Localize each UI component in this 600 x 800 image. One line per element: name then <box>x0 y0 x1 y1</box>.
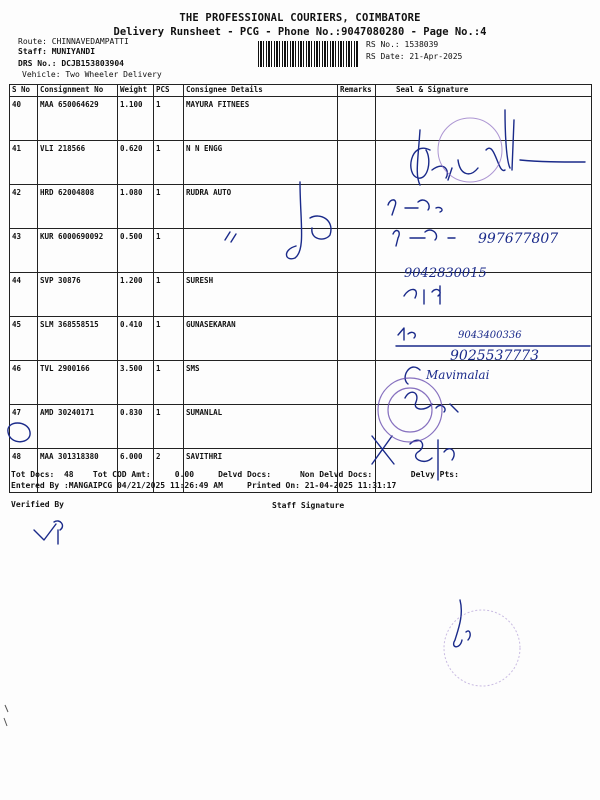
signature-row41 <box>411 110 585 185</box>
staff-label: Staff: MUNIYANDI <box>18 47 96 56</box>
vehicle-label: Vehicle: Two Wheeler Delivery <box>22 70 162 79</box>
weight-cell: 0.410 <box>118 317 154 361</box>
signature-row44 <box>404 286 440 304</box>
handwritten-phone-row44: 9042830015 <box>404 266 487 281</box>
consignment-cell: AMD 30240171 <box>38 405 118 449</box>
rs-date: RS Date: 21-Apr-2025 <box>366 52 463 61</box>
consignment-cell: SLM 368558515 <box>38 317 118 361</box>
weight-cell: 1.200 <box>118 273 154 317</box>
pcs-cell: 1 <box>154 229 184 273</box>
consignment-cell: MAA 301318380 <box>38 449 118 493</box>
totals-line: Tot Docs: 48 Tot COD Amt: 0.00 Delvd Docs: Non Delvd Docs: Delvy Pts: <box>11 470 459 479</box>
staff-signature-label: Staff Signature <box>272 501 345 510</box>
handwritten-phone-row43: 997677807 <box>478 231 559 247</box>
consignee-cell: SUMANLAL <box>184 405 338 449</box>
sno-cell: 48 <box>10 449 38 493</box>
verified-by-label: Verified By <box>11 500 64 509</box>
drs-label: DRS No.: DCJB153803904 <box>18 59 124 68</box>
consignment-cell: SVP 30876 <box>38 273 118 317</box>
col-pcs: PCS <box>154 85 184 97</box>
weight-cell: 0.500 <box>118 229 154 273</box>
signature-row43-prefix <box>393 230 455 246</box>
verified-by-mark <box>34 521 62 544</box>
runsheet-subtitle: Delivery Runsheet - PCG - Phone No.:9047080280 - Page No.:4 <box>113 26 487 38</box>
pcs-cell: 2 <box>154 449 184 493</box>
route-label: Route: CHINNAVEDAMPATTI <box>18 37 129 46</box>
pcs-cell: 1 <box>154 361 184 405</box>
consignee-cell: SMS <box>184 361 338 405</box>
consignee-cell: SAVITHRI <box>184 449 338 493</box>
consignee-cell: RUDRA AUTO <box>184 185 338 229</box>
handwritten-phone-row46a: 9043400336 <box>458 330 522 341</box>
weight-cell: 3.500 <box>118 361 154 405</box>
rs-number: RS No.: 1538039 <box>366 40 439 49</box>
ink-slashes-row43 <box>225 232 236 242</box>
col-consignment: Consignment No <box>38 85 118 97</box>
signature-row42 <box>388 200 442 215</box>
sno-cell: 41 <box>10 141 38 185</box>
entered-line: Entered By :MANGAIPCG 04/21/2025 11:26:49 AM Printed On: 21-04-2025 11:31:17 <box>11 481 397 490</box>
pcs-cell: 1 <box>154 405 184 449</box>
stray-mark <box>4 705 8 726</box>
weight-cell: 1.080 <box>118 185 154 229</box>
consignment-cell: MAA 650064629 <box>38 97 118 141</box>
pcs-cell: 1 <box>154 185 184 229</box>
weight-cell: 0.620 <box>118 141 154 185</box>
sno-cell: 43 <box>10 229 38 273</box>
sno-cell: 45 <box>10 317 38 361</box>
sno-cell: 42 <box>10 185 38 229</box>
sno-cell: 44 <box>10 273 38 317</box>
consignment-cell: KUR 6000690092 <box>38 229 118 273</box>
consignee-cell: SURESH <box>184 273 338 317</box>
signature-row48 <box>372 436 454 480</box>
weight-cell: 6.000 <box>118 449 154 493</box>
col-remarks: Remarks <box>338 85 376 97</box>
col-signature: Seal & Signature <box>376 85 592 97</box>
sno-cell: 40 <box>10 97 38 141</box>
sno-cell: 47 <box>10 405 38 449</box>
weight-cell: 1.100 <box>118 97 154 141</box>
ink-stroke-rows42-43 <box>286 182 331 259</box>
pcs-cell: 1 <box>154 141 184 185</box>
consignment-cell: HRD 62004808 <box>38 185 118 229</box>
signature-row46 <box>398 328 415 340</box>
col-consignee: Consignee Details <box>184 85 338 97</box>
consignee-cell: N N ENGG <box>184 141 338 185</box>
sno-cell: 46 <box>10 361 38 405</box>
weight-cell: 0.830 <box>118 405 154 449</box>
staff-signature-mark <box>454 600 471 647</box>
consignee-cell: GUNASEKARAN <box>184 317 338 361</box>
col-weight: Weight <box>118 85 154 97</box>
consignment-cell: VLI 218566 <box>38 141 118 185</box>
col-sno: S No <box>10 85 38 97</box>
pcs-cell: 1 <box>154 317 184 361</box>
pcs-cell: 1 <box>154 97 184 141</box>
handwritten-name-row47: Mavimalai <box>426 368 490 382</box>
handwritten-phone-row46b: 9025537773 <box>450 348 540 364</box>
consignment-cell: TVL 2900166 <box>38 361 118 405</box>
pcs-cell: 1 <box>154 273 184 317</box>
faint-round-stamp <box>444 610 520 686</box>
ink-circle-48 <box>8 423 30 442</box>
company-title: THE PROFESSIONAL COURIERS, COIMBATORE <box>179 12 421 24</box>
signature-row47-underline <box>405 367 420 384</box>
consignee-cell: MAYURA FITNEES <box>184 97 338 141</box>
